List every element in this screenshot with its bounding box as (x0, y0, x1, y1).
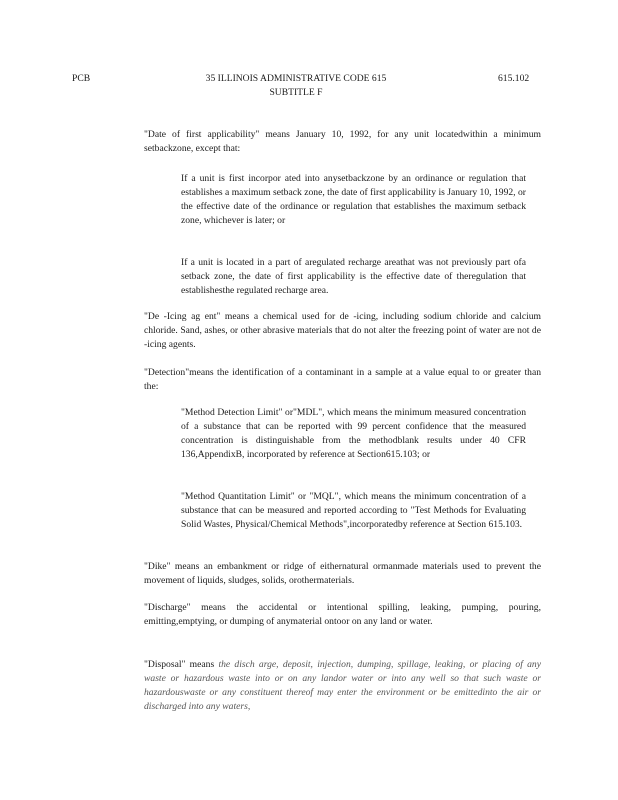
definition-date-of-first-applicability (144, 128, 541, 156)
definition-de-icing-agent (144, 310, 541, 352)
disposal-definition-text: the disch arge, deposit, injection, dumping, spillage, leaking, or placing of any waste or hazardous waste into or on any landor water or into any well so that such waste or hazardouswaste or any constituent thereof may enter the environment or be emittedinto the air or discharged into any waters, (144, 659, 541, 712)
paragraph-text: "Discharge" means the accidental or intentional spilling, leaking, pumping, pouring, emitting,emptying, or dumping of anymaterial ontoor on any land or water. (144, 602, 541, 627)
paragraph-text: If a unit is located in a part of aregulated recharge areathat was not previously part ofa setback zone, the date of first applicability is the effective date of theregulation that establishesthe regulated recharge area. (181, 257, 526, 296)
paragraph-text: "De -Icing ag ent" means a chemical used for de -icing, including sodium chloride and calcium chloride. Sand, ashes, or other abrasive materials that do not alter the freezing point of water are not de -icing agents. (144, 311, 541, 350)
header-title: 35 ILLINOIS ADMINISTRATIVE CODE 615 (205, 73, 387, 84)
paragraph-text: "Method Detection Limit" or"MDL", which means the minimum measured concentration of a substance that can be reported with 99 percent confidence that the measured concentration is distinguishable from the methodblank results under 40 CFR 136,AppendixB, incorporated by reference at Section615.103; or (181, 407, 526, 460)
definition-disposal (144, 658, 541, 714)
definition-dike (144, 560, 541, 588)
disposal-term: "Disposal" means (144, 659, 215, 670)
paragraph-text: If a unit is first incorpor ated into anysetbackzone by an ordinance or regulation that establishes a maximum setback zone, the date of first applicability is January 10, 1992, or the effective date of the ordinance or regulation that establishes the maximum setback zone, whichever is later; or (181, 173, 526, 226)
header-center (176, 72, 416, 100)
subparagraph-mql (181, 490, 526, 532)
header-subtitle: SUBTITLE F (269, 87, 323, 98)
paragraph-text: "Method Quantitation Limit" or "MQL", which means the minimum concentration of a substance that can be measured and reported according to "Test Methods for Evaluating Solid Wastes, Physical/Chemical Methods",incorporatedby reference at Section 615.103. (181, 491, 526, 530)
subparagraph-mdl (181, 406, 526, 462)
paragraph-text (144, 658, 541, 714)
paragraph-text: "Date of first applicability" means January 10, 1992, for any unit locatedwithin a minimum setbackzone, except that: (144, 129, 541, 154)
header-section-number: 615.102 (498, 73, 530, 84)
definition-detection (144, 366, 541, 394)
subparagraph-a (181, 172, 526, 228)
header-left: PCB (72, 73, 91, 84)
paragraph-text: "Detection"means the identification of a contaminant in a sample at a value equal to or greater than the: (144, 367, 541, 392)
definition-discharge (144, 601, 541, 629)
subparagraph-b (181, 256, 526, 298)
paragraph-text: "Dike" means an embankment or ridge of eithernatural ormanmade materials used to prevent the movement of liquids, sludges, solids, orothermaterials. (144, 561, 541, 586)
